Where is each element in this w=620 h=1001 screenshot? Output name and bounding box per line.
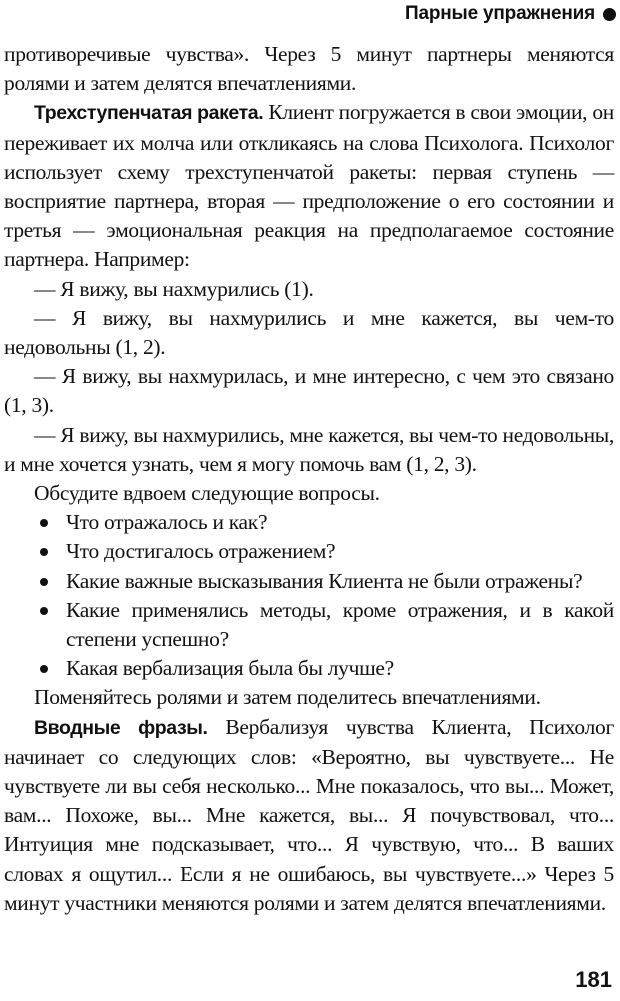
example-line: — Я вижу, вы нахмурились, мне кажется, вы чем-то недовольны, и мне хочется узнать, чем я могу помочь вам (1, 2, 3). bbox=[4, 422, 614, 476]
running-header-title: Парные упражнения bbox=[405, 3, 595, 24]
question-text: Какая вербализация была бы лучше? bbox=[66, 656, 394, 681]
question-item bbox=[4, 508, 614, 537]
bullet-icon bbox=[40, 578, 48, 586]
question-text: Какие применялись методы, кроме отражения, и в какой степени успешно? bbox=[66, 597, 614, 652]
question-item bbox=[4, 537, 614, 566]
bullet-icon bbox=[40, 665, 48, 673]
section-phrases-title: Вводные фразы. bbox=[34, 716, 208, 739]
section-phrases-text: Вербализуя чувства Клиента, Психолог начинает со следующих слов: «Вероятно, вы чувствуете... Не чувствуете ли вы себя несколько... Мне показалось, что вы... Может, вам... Похоже, вы... Мне кажется, вы... Я почувствовал, что... Интуиция мне подсказывает, что... Я чувствую, что... В ваших словах я ощутил... Если я не ошибаюсь, вы чувствуете...» Через 5 минут участники меняются ролями и затем делятся впечатлениями. bbox=[4, 714, 614, 915]
example-line: — Я вижу, вы нахмурились (1). bbox=[34, 276, 314, 301]
continuation-paragraph: противоречивые чувства». Через 5 минут партнеры меняются ролями и затем делятся впечатлениями. bbox=[4, 42, 614, 96]
section-rocket-paragraph bbox=[4, 98, 614, 274]
question-item bbox=[4, 567, 614, 596]
page-number: 181 bbox=[575, 967, 612, 992]
example-line: — Я вижу, вы нахмурилась, и мне интересно, с чем это связано (1, 3). bbox=[4, 364, 614, 418]
question-text: Что отражалось и как? bbox=[66, 510, 268, 535]
bullet-dot-icon bbox=[603, 8, 616, 21]
switch-roles-paragraph: Поменяйтесь ролями и затем поделитесь впечатлениями. bbox=[34, 685, 541, 710]
bullet-icon bbox=[40, 519, 48, 527]
question-text: Какие важные высказывания Клиента не были отражены? bbox=[66, 568, 583, 593]
running-header bbox=[405, 2, 616, 26]
question-item bbox=[4, 654, 614, 683]
question-item bbox=[4, 596, 614, 654]
section-phrases-paragraph bbox=[4, 713, 614, 918]
section-rocket-title: Трехступенчатая ракета. bbox=[34, 102, 264, 125]
question-list bbox=[4, 508, 614, 683]
section-rocket-text: Клиент погружается в свои эмоции, он переживает их молча или откликаясь на слова Психолога. Психолог использует схему трехступенчатой ракеты: первая ступень — восприятие партнера, вторая — предположение о его состоянии и третья — эмоциональная реакция на предполагаемое состояние партнера. Например: bbox=[4, 100, 614, 272]
example-line: — Я вижу, вы нахмурились и мне кажется, вы чем-то недовольны (1, 2). bbox=[4, 305, 614, 360]
page-body bbox=[4, 40, 614, 918]
discuss-intro: Обсудите вдвоем следующие вопросы. bbox=[34, 481, 380, 506]
question-text: Что достигалось отражением? bbox=[66, 539, 336, 564]
bullet-icon bbox=[40, 548, 48, 556]
bullet-icon bbox=[40, 607, 48, 615]
